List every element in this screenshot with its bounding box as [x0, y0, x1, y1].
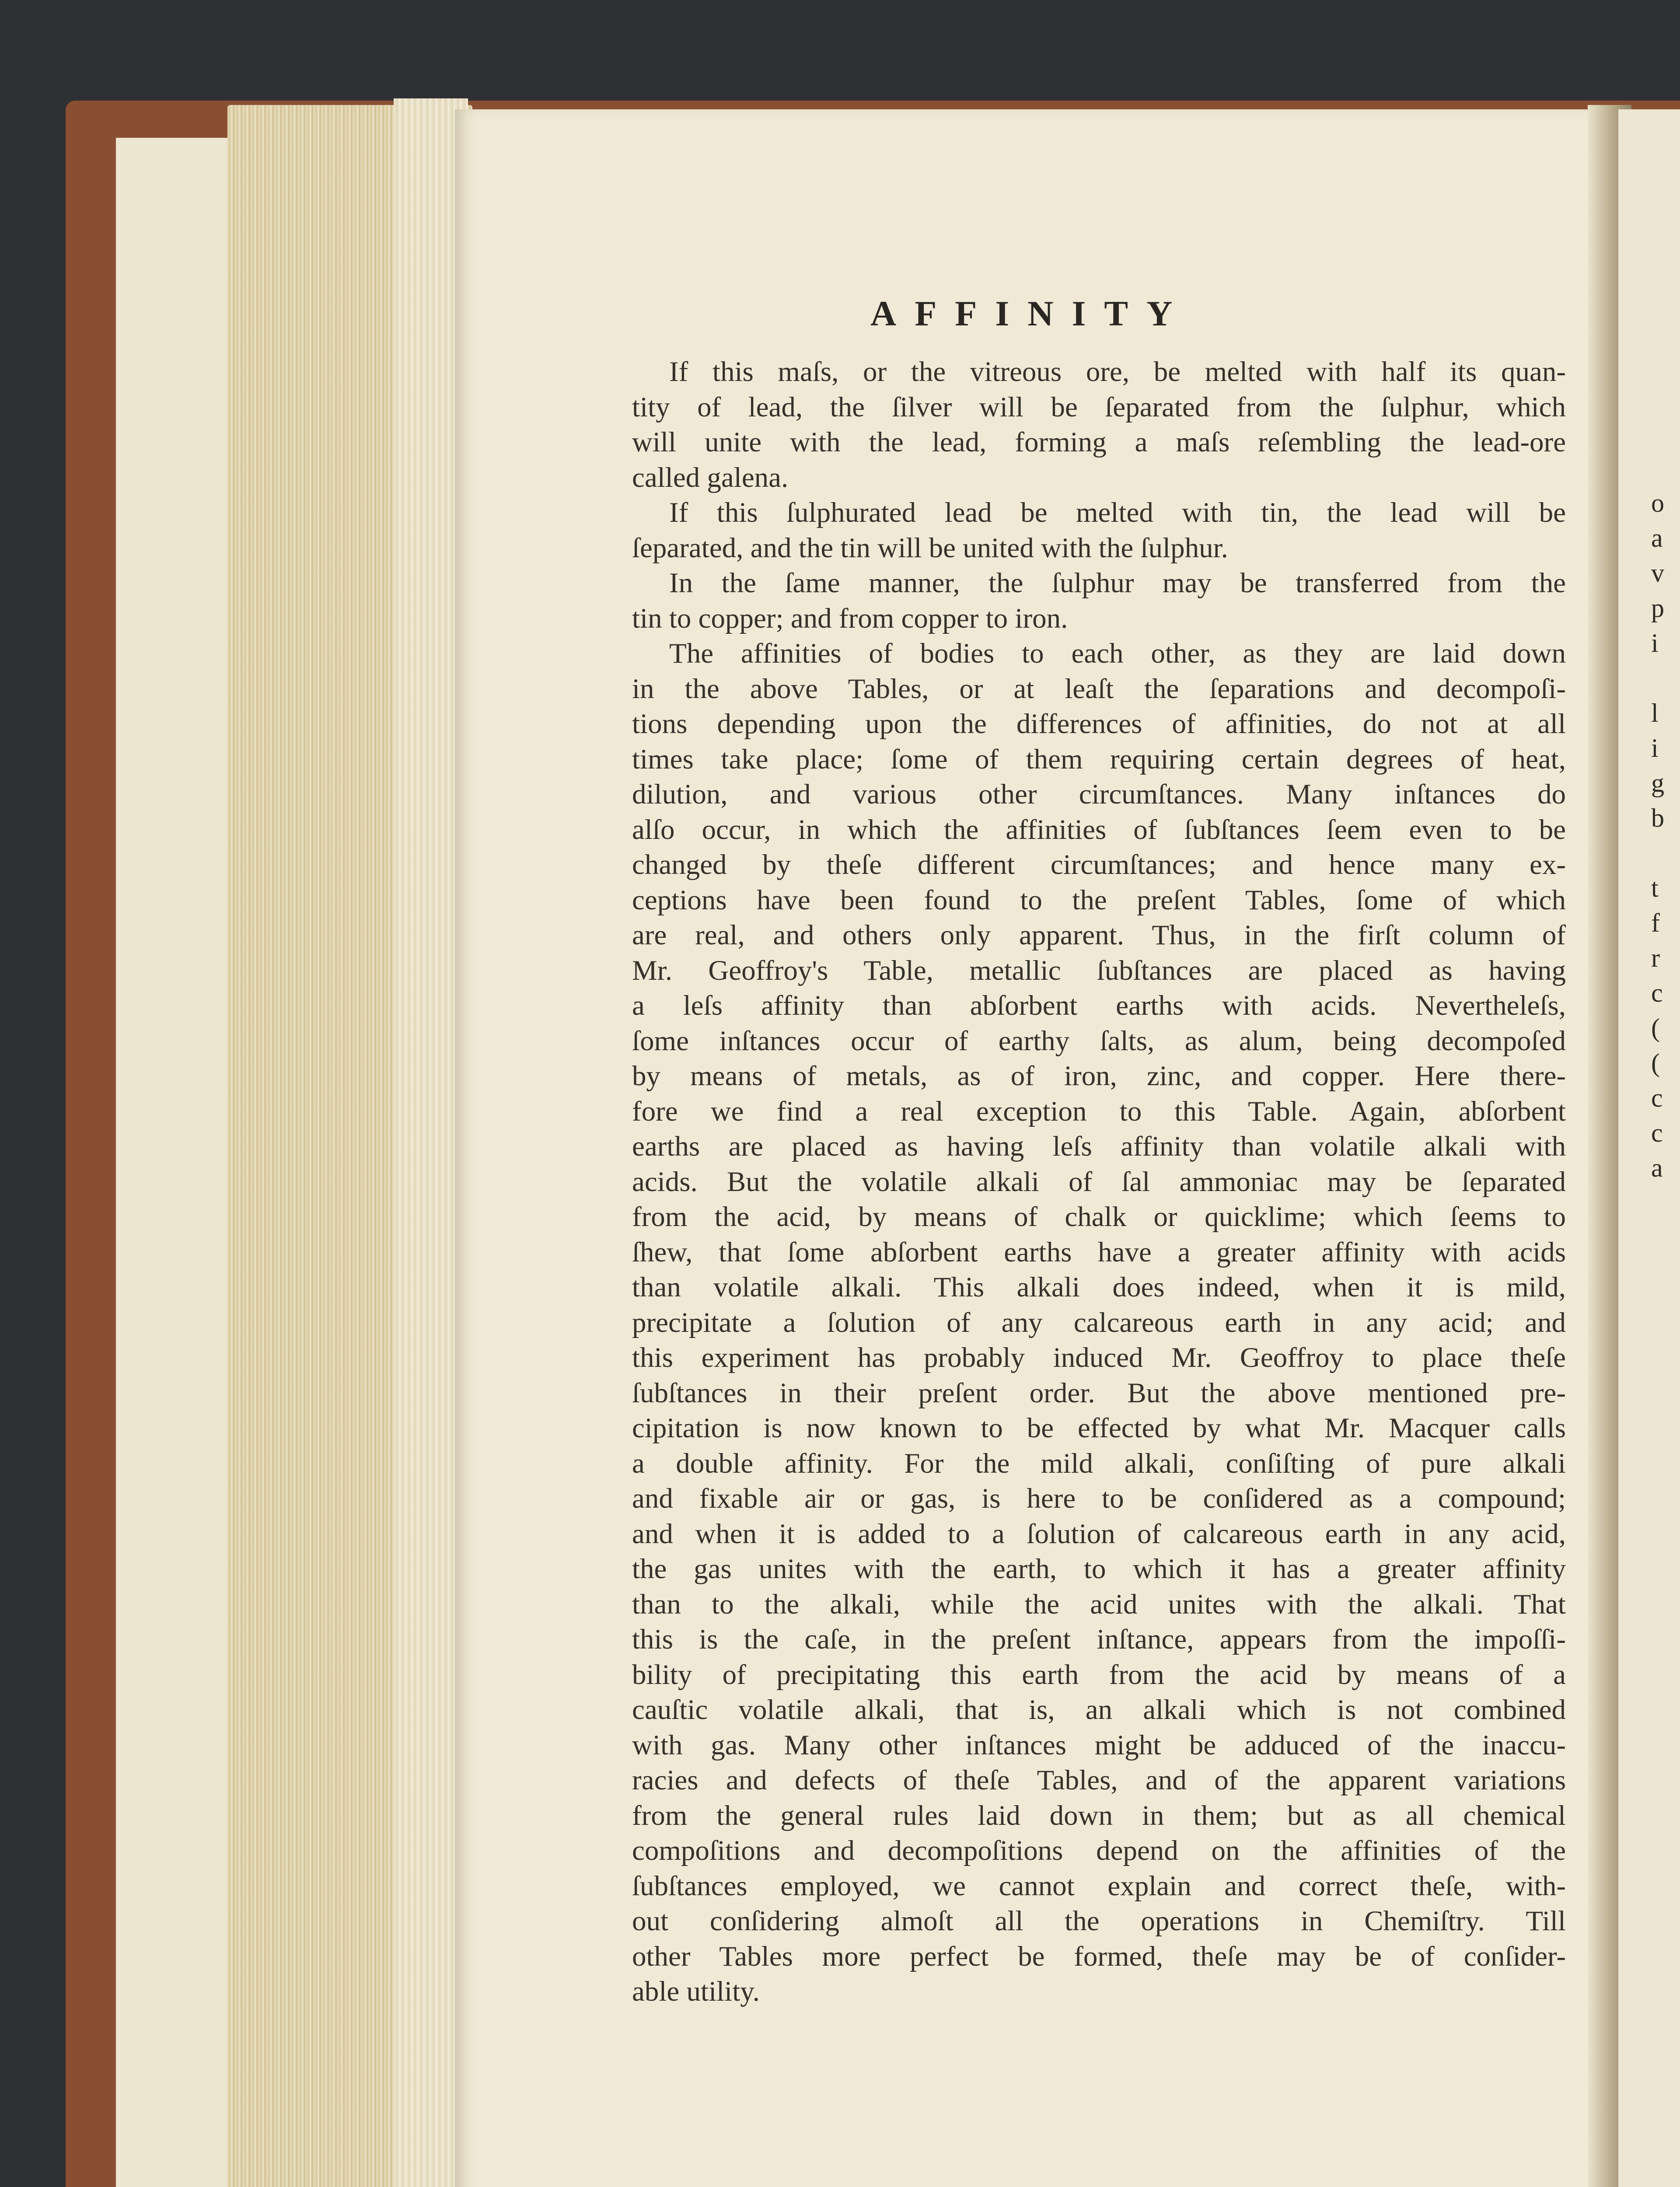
text-line: called galena. — [632, 461, 789, 493]
text-line: bility of precipitating this earth from the acid by means of a — [632, 1659, 1566, 1691]
text-line: will unite with the lead, forming a maſs reſembling the lead-ore — [632, 426, 1566, 458]
page-title: AFFINITY — [870, 293, 1191, 333]
facing-fragment: b — [1651, 804, 1664, 832]
text-line: from the general rules laid down in them; but as all chemical — [632, 1799, 1566, 1831]
facing-fragment: c — [1651, 1083, 1663, 1112]
facing-fragment: p — [1651, 594, 1664, 622]
text-line: tity of lead, the ſilver will be ſeparated from the ſulphur, which — [632, 391, 1566, 423]
text-line: in the above Tables, or at leaſt the ſeparations and decompoſi- — [632, 673, 1566, 705]
text-line: this experiment has probably induced Mr. Geoffroy to place theſe — [632, 1342, 1566, 1373]
text-line: changed by theſe different circumſtances; and hence many ex- — [632, 849, 1566, 880]
text-line: the gas unites with the earth, to which it has a greater affinity — [632, 1553, 1566, 1585]
facing-fragment: a — [1651, 1153, 1663, 1182]
text-line: this is the caſe, in the preſent inſtance, appears from the impoſſi- — [632, 1624, 1566, 1655]
text-line: with gas. Many other inſtances might be adduced of the inaccu- — [632, 1729, 1566, 1761]
text-line: dilution, and various other circumſtances. Many inſtances do — [632, 779, 1566, 810]
text-line: by means of metals, as of iron, zinc, and copper. Here there- — [632, 1060, 1566, 1092]
text-line: alſo occur, in which the affinities of ſubſtances ſeem even to be — [632, 814, 1566, 845]
facing-fragment: c — [1651, 978, 1663, 1007]
text-line: The affinities of bodies to each other, as they are laid down — [669, 638, 1566, 669]
facing-fragment: a — [1651, 524, 1663, 552]
text-line: If this maſs, or the vitreous ore, be melted with half its quan- — [669, 356, 1566, 388]
text-line: fore we find a real exception to this Table. Again, abſorbent — [632, 1095, 1566, 1127]
text-line: are real, and others only apparent. Thus, in the firſt column of — [632, 919, 1566, 951]
facing-fragment: ( — [1651, 1048, 1660, 1077]
text-line: precipitate a ſolution of any calcareous earth in any acid; and — [632, 1307, 1566, 1338]
text-line: earths are placed as having leſs affinity than volatile alkali with — [632, 1131, 1566, 1162]
text-line: cipitation is now known to be effected by what Mr. Macquer calls — [632, 1412, 1566, 1444]
facing-fragment: i — [1651, 734, 1659, 762]
text-line: Mr. Geoffroy's Table, metallic ſubſtances are placed as having — [632, 954, 1566, 986]
text-line: ſeparated, and the tin will be united with the ſulphur. — [632, 532, 1228, 564]
text-line: If this ſulphurated lead be melted with tin, the lead will be — [669, 497, 1566, 528]
text-line: than to the alkali, while the acid unites with the alkali. That — [632, 1588, 1566, 1620]
facing-fragment: v — [1651, 559, 1664, 587]
facing-fragment: r — [1651, 943, 1660, 972]
facing-fragment: t — [1651, 873, 1659, 902]
text-line: and fixable air or gas, is here to be conſidered as a compound; — [632, 1483, 1566, 1514]
facing-fragment: o — [1651, 489, 1664, 517]
text-line: ſubſtances employed, we cannot explain and correct theſe, with- — [632, 1870, 1566, 1902]
text-line: tions depending upon the differences of affinities, do not at all — [632, 708, 1566, 740]
text-line: tin to copper; and from copper to iron. — [632, 602, 1068, 634]
text-line: and when it is added to a ſolution of calcareous earth in any acid, — [632, 1518, 1566, 1550]
text-line: acids. But the volatile alkali of ſal ammoniac may be ſeparated — [632, 1166, 1566, 1198]
facing-fragment — [1651, 835, 1680, 870]
text-line: a leſs affinity than abſorbent earths with acids. Nevertheleſs, — [632, 990, 1566, 1021]
text-line: In the ſame manner, the ſulphur may be transferred from the — [669, 567, 1566, 599]
text-line: from the acid, by means of chalk or quicklime; which ſeems to — [632, 1201, 1566, 1233]
facing-fragment — [1651, 660, 1680, 695]
facing-fragment: g — [1651, 769, 1664, 797]
facing-page-fragments — [1651, 486, 1680, 1185]
text-line: ſome inſtances occur of earthy ſalts, as alum, being decompoſed — [632, 1025, 1566, 1057]
text-line: than volatile alkali. This alkali does indeed, when it is mild, — [632, 1272, 1566, 1303]
text-line: compoſitions and decompoſitions depend on the affinities of the — [632, 1835, 1566, 1866]
text-line: other Tables more perfect be formed, theſe may be of conſider- — [632, 1940, 1566, 1972]
facing-fragment: i — [1651, 629, 1659, 657]
facing-fragment: l — [1651, 699, 1659, 727]
facing-fragment: ( — [1651, 1013, 1660, 1042]
text-line: ceptions have been found to the preſent Tables, ſome of which — [632, 884, 1566, 916]
facing-fragment: c — [1651, 1118, 1663, 1147]
text-line: racies and defects of theſe Tables, and of the apparent variations — [632, 1764, 1566, 1796]
facing-fragment: f — [1651, 908, 1660, 937]
text-line: a double affinity. For the mild alkali, conſiſting of pure alkali — [632, 1447, 1566, 1479]
text-line: able utility. — [632, 1976, 760, 2007]
page-body — [632, 354, 1566, 2009]
text-line: cauſtic volatile alkali, that is, an alkali which is not combined — [632, 1694, 1566, 1726]
text-line: ſhew, that ſome abſorbent earths have a greater affinity with acids — [632, 1236, 1566, 1268]
text-line: out conſidering almoſt all the operations in Chemiſtry. Till — [632, 1905, 1566, 1937]
text-line: times take place; ſome of them requiring certain degrees of heat, — [632, 743, 1566, 775]
text-line: ſubſtances in their preſent order. But the above mentioned pre- — [632, 1377, 1566, 1409]
